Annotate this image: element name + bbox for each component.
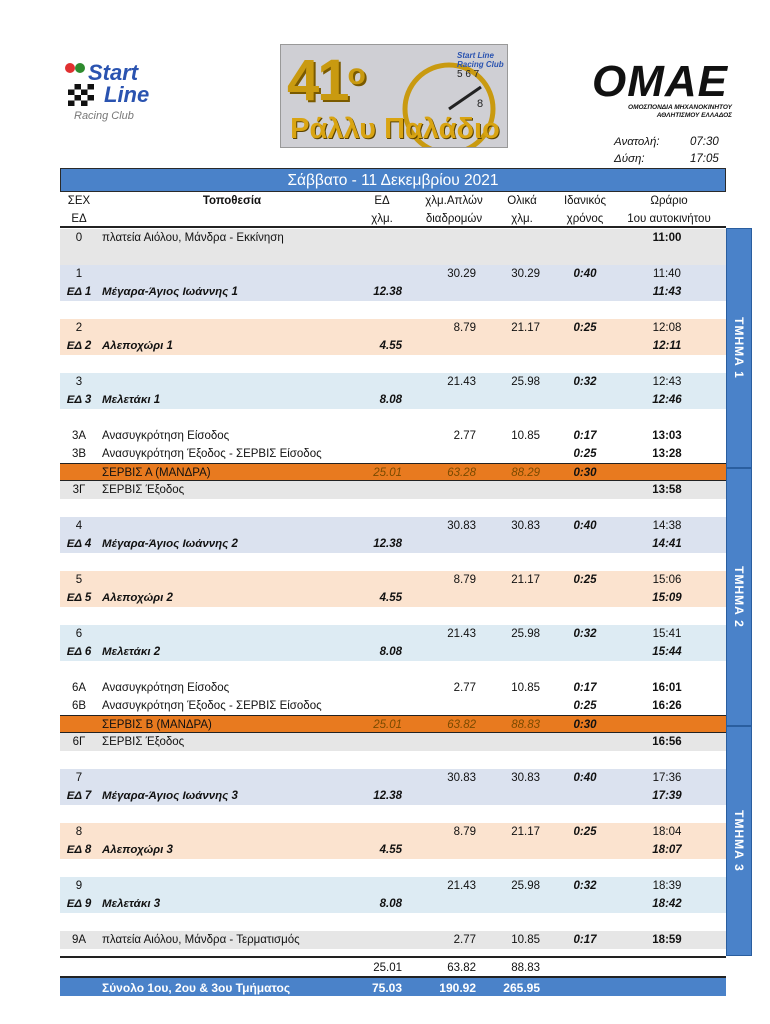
table-row — [60, 931, 726, 949]
stage-row — [60, 589, 726, 607]
subtotal-distance: 63.82 — [447, 962, 476, 974]
cell-ideal: 0:25 — [573, 700, 597, 712]
table-row — [60, 859, 726, 877]
cell-time: 12:46 — [652, 394, 682, 406]
cell-loc: πλατεία Αιόλου, Μάνδρα - Εκκίνηση — [102, 232, 284, 244]
cell-sec: 5 — [75, 574, 83, 586]
cell-time: 15:44 — [652, 646, 682, 658]
total-label: Σύνολο 1ου, 2ου & 3ου Τμήματος — [102, 981, 291, 995]
svg-text:8: 8 — [477, 98, 484, 110]
logo-line-club: Racing Club — [74, 110, 134, 122]
cell-time: 14:41 — [652, 538, 682, 550]
cell-time: 18:39 — [652, 880, 682, 892]
subtotal-row — [60, 956, 726, 976]
logo-line-line: Line — [104, 82, 150, 107]
table-row — [60, 373, 726, 391]
cell-time: 12:11 — [652, 340, 682, 352]
document-header — [0, 0, 770, 168]
cell-time: 18:07 — [652, 844, 682, 856]
table-row — [60, 769, 726, 787]
start-line-logo — [64, 58, 196, 134]
cell-time: 11:40 — [653, 268, 681, 280]
sunrise-time: 07:30 — [690, 136, 719, 148]
cell-ideal: 0:40 — [573, 520, 597, 532]
cell-sec: 8 — [75, 826, 83, 838]
subtotal-total: 88.83 — [511, 962, 540, 974]
cell-loc: Μελετάκι 2 — [102, 646, 161, 658]
table-row — [60, 409, 726, 427]
stage-row — [60, 643, 726, 661]
table-row — [60, 805, 726, 823]
stage-row — [60, 391, 726, 409]
cell-tot: 30.83 — [511, 772, 540, 784]
cell-dist: 63.82 — [447, 719, 476, 731]
cell-ideal: 0:17 — [573, 430, 597, 442]
cell-time: 16:56 — [652, 736, 682, 748]
cell-ideal: 0:40 — [573, 268, 597, 280]
cell-sec: 3Γ — [72, 484, 86, 496]
cell-time: 12:43 — [652, 376, 682, 388]
cell-tot: 88.29 — [511, 467, 540, 479]
stage-row — [60, 787, 726, 805]
cell-time: 15:09 — [652, 592, 682, 604]
section-3-label: ΤΜΗΜΑ 3 — [726, 726, 752, 956]
rally-number: 41$^o$ — [287, 48, 364, 113]
table-row — [60, 427, 726, 445]
table-row — [60, 823, 726, 841]
cell-ed: 12.38 — [373, 538, 402, 550]
cell-sec: ΕΔ 7 — [66, 790, 92, 802]
cell-time: 15:06 — [652, 574, 682, 586]
table-row — [60, 679, 726, 697]
stage-row — [60, 283, 726, 301]
table-row — [60, 499, 726, 517]
omae-subtitle: ΟΜΟΣΠΟΝΔΙΑ ΜΗΧΑΝΟΚΙΝΗΤΟΥ ΑΘΛΗΤΙΣΜΟΥ ΕΛΛΑΔΟΣ — [628, 104, 732, 119]
cell-sec: ΕΔ 1 — [66, 286, 92, 298]
total-ed: 75.03 — [371, 981, 402, 995]
cell-time: 18:59 — [652, 934, 682, 946]
table-row — [60, 481, 726, 499]
cell-loc: Ανασυγκρότηση Έξοδος - ΣΕΡΒΙΣ Είσοδος — [102, 448, 322, 460]
cell-ideal: 0:17 — [573, 934, 597, 946]
cell-sec: 4 — [75, 520, 83, 532]
stage-row — [60, 535, 726, 553]
cell-dist: 30.83 — [447, 772, 476, 784]
cell-time: 18:42 — [652, 898, 682, 910]
cell-time: 17:39 — [652, 790, 682, 802]
cell-ideal: 0:32 — [573, 376, 597, 388]
cell-sec: 9 — [75, 880, 83, 892]
table-row — [60, 445, 726, 463]
cell-dist: 8.79 — [453, 826, 476, 838]
rally-logo — [280, 44, 508, 148]
cell-tot: 21.17 — [511, 322, 540, 334]
cell-ideal: 0:30 — [573, 719, 597, 731]
section-2-label: ΤΜΗΜΑ 2 — [726, 468, 752, 726]
table-row — [60, 553, 726, 571]
cell-time: 13:28 — [652, 448, 682, 460]
col-ideal: Ιδανικός χρόνος — [563, 195, 607, 225]
cell-sec: 3 — [75, 376, 83, 388]
service-row — [60, 463, 726, 481]
cell-dist: 8.79 — [453, 574, 476, 586]
table-row — [60, 571, 726, 589]
sunrise-label: Ανατολή: — [614, 136, 660, 148]
stage-row — [60, 841, 726, 859]
cell-loc: Αλεποχώρι 3 — [102, 844, 173, 856]
table-row — [60, 355, 726, 373]
page-title: Σάββατο - 11 Δεκεμβρίου 2021 — [60, 168, 726, 192]
cell-ed: 4.55 — [379, 844, 402, 856]
cell-sec: 7 — [75, 772, 83, 784]
cell-ed: 12.38 — [373, 286, 402, 298]
cell-tot: 30.83 — [511, 520, 540, 532]
table-row — [60, 319, 726, 337]
svg-text:5 6 7: 5 6 7 — [457, 69, 480, 80]
omae-title: ΟΜΑΕ — [592, 57, 728, 106]
table-row — [60, 301, 726, 319]
col-sec: ΣΕΧ ΕΔ — [67, 195, 91, 225]
table-row — [60, 751, 726, 769]
cell-ed: 8.08 — [379, 646, 402, 658]
cell-ideal: 0:30 — [573, 467, 597, 479]
cell-time: 16:26 — [652, 700, 682, 712]
subtotal-ed: 25.01 — [373, 962, 402, 974]
cell-sec: 2 — [75, 322, 83, 334]
cell-loc: Ανασυγκρότηση Έξοδος - ΣΕΡΒΙΣ Είσοδος — [102, 700, 322, 712]
table-row — [60, 625, 726, 643]
cell-sec: ΕΔ 2 — [66, 340, 92, 352]
total-distance: 190.92 — [439, 981, 476, 995]
cell-tot: 88.83 — [511, 719, 540, 731]
col-schedule: Ωράριο 1ου αυτοκινήτου — [627, 195, 711, 225]
cell-dist: 30.29 — [447, 268, 476, 280]
cell-sec: 1 — [75, 268, 83, 280]
cell-time: 15:41 — [652, 628, 682, 640]
table-row — [60, 229, 726, 247]
cell-tot: 25.98 — [511, 880, 540, 892]
cell-time: 14:38 — [652, 520, 682, 532]
cell-tot: 30.29 — [511, 268, 540, 280]
cell-time: 18:04 — [652, 826, 682, 838]
cell-loc: πλατεία Αιόλου, Μάνδρα - Τερματισμός — [102, 934, 300, 946]
stage-row — [60, 895, 726, 913]
cell-tot: 10.85 — [511, 430, 540, 442]
cell-ideal: 0:32 — [573, 628, 597, 640]
cell-sec: ΕΔ 8 — [66, 844, 92, 856]
cell-time: 16:01 — [652, 682, 682, 694]
cell-loc: Ανασυγκρότηση Είσοδος — [102, 430, 230, 442]
col-total: Ολικά χλμ. — [507, 195, 537, 225]
cell-tot: 21.17 — [511, 826, 540, 838]
cell-sec: 9Α — [71, 934, 87, 946]
cell-dist: 8.79 — [453, 322, 476, 334]
cell-dist: 2.77 — [453, 430, 476, 442]
table-row — [60, 913, 726, 931]
table-row — [60, 733, 726, 751]
cell-time: 17:36 — [652, 772, 682, 784]
cell-tot: 25.98 — [511, 376, 540, 388]
cell-ideal: 0:17 — [573, 682, 597, 694]
cell-ideal: 0:25 — [573, 826, 597, 838]
cell-sec: 6Γ — [72, 736, 86, 748]
stage-row — [60, 337, 726, 355]
table-row — [60, 607, 726, 625]
table-row — [60, 265, 726, 283]
cell-loc: Μελετάκι 1 — [102, 394, 161, 406]
cell-time: 11:43 — [652, 286, 682, 298]
section-1-label: ΤΜΗΜΑ 1 — [726, 228, 752, 468]
sunset-time: 17:05 — [690, 153, 719, 165]
table-row — [60, 247, 726, 265]
cell-dist: 21.43 — [447, 628, 476, 640]
sunset-label: Δύση: — [614, 153, 645, 165]
cell-ideal: 0:25 — [573, 322, 597, 334]
cell-ed: 4.55 — [379, 340, 402, 352]
omae-logo — [586, 57, 732, 128]
service-row — [60, 715, 726, 733]
table-row — [60, 697, 726, 715]
cell-sec: ΕΔ 6 — [66, 646, 92, 658]
col-distance: χλμ.Απλών διαδρομών — [425, 195, 483, 225]
cell-ideal: 0:32 — [573, 880, 597, 892]
table-row — [60, 661, 726, 679]
cell-sec: ΕΔ 4 — [66, 538, 92, 550]
table-header — [60, 192, 726, 228]
cell-ed: 8.08 — [379, 394, 402, 406]
cell-loc: Μέγαρα-Άγιος Ιωάννης 3 — [102, 790, 238, 802]
cell-sec: ΕΔ 3 — [66, 394, 92, 406]
total-total: 265.95 — [503, 981, 540, 995]
cell-tot: 10.85 — [511, 934, 540, 946]
rally-badge: Start Line Racing Club — [457, 51, 504, 69]
cell-loc: ΣΕΡΒΙΣ Β (ΜΑΝΔΡΑ) — [102, 719, 212, 731]
cell-time: 12:08 — [652, 322, 682, 334]
cell-ed: 12.38 — [373, 790, 402, 802]
cell-dist: 2.77 — [453, 682, 476, 694]
cell-sec: ΕΔ 9 — [66, 898, 92, 910]
cell-ed: 25.01 — [373, 719, 402, 731]
cell-dist: 21.43 — [447, 376, 476, 388]
col-location: Τοποθεσία — [202, 195, 262, 207]
cell-dist: 2.77 — [453, 934, 476, 946]
cell-loc: Ανασυγκρότηση Είσοδος — [102, 682, 230, 694]
cell-time: 13:03 — [652, 430, 682, 442]
cell-sec: 6Β — [71, 700, 87, 712]
cell-ed: 8.08 — [379, 898, 402, 910]
cell-ed: 4.55 — [379, 592, 402, 604]
cell-time: 11:00 — [652, 232, 682, 244]
cell-tot: 25.98 — [511, 628, 540, 640]
cell-dist: 63.28 — [447, 467, 476, 479]
cell-sec: 6Α — [71, 682, 87, 694]
cell-loc: Αλεποχώρι 2 — [102, 592, 173, 604]
cell-sec: 3Β — [71, 448, 87, 460]
table-row — [60, 877, 726, 895]
cell-loc: ΣΕΡΒΙΣ Α (ΜΑΝΔΡΑ) — [102, 467, 211, 479]
cell-ed: 25.01 — [373, 467, 402, 479]
cell-sec: 6 — [75, 628, 83, 640]
cell-sec: 0 — [75, 232, 83, 244]
table-row — [60, 517, 726, 535]
cell-ideal: 0:25 — [573, 574, 597, 586]
cell-tot: 21.17 — [511, 574, 540, 586]
cell-sec: 3Α — [71, 430, 87, 442]
cell-loc: Μέγαρα-Άγιος Ιωάννης 2 — [102, 538, 238, 550]
cell-ideal: 0:25 — [573, 448, 597, 460]
rally-name: Ράλλυ Παλάδιο — [290, 113, 500, 145]
col-ed-km: ΕΔ χλμ. — [371, 195, 393, 225]
total-row — [60, 976, 726, 996]
cell-sec: ΕΔ 5 — [66, 592, 92, 604]
cell-tot: 10.85 — [511, 682, 540, 694]
cell-loc: ΣΕΡΒΙΣ Έξοδος — [102, 736, 185, 748]
cell-loc: ΣΕΡΒΙΣ Έξοδος — [102, 484, 185, 496]
cell-dist: 30.83 — [447, 520, 476, 532]
cell-ideal: 0:40 — [573, 772, 597, 784]
cell-loc: Μελετάκι 3 — [102, 898, 161, 910]
cell-time: 13:58 — [652, 484, 682, 496]
cell-loc: Αλεποχώρι 1 — [102, 340, 173, 352]
logo-line-start: Start — [88, 60, 139, 85]
cell-dist: 21.43 — [447, 880, 476, 892]
cell-loc: Μέγαρα-Άγιος Ιωάννης 1 — [102, 286, 238, 298]
